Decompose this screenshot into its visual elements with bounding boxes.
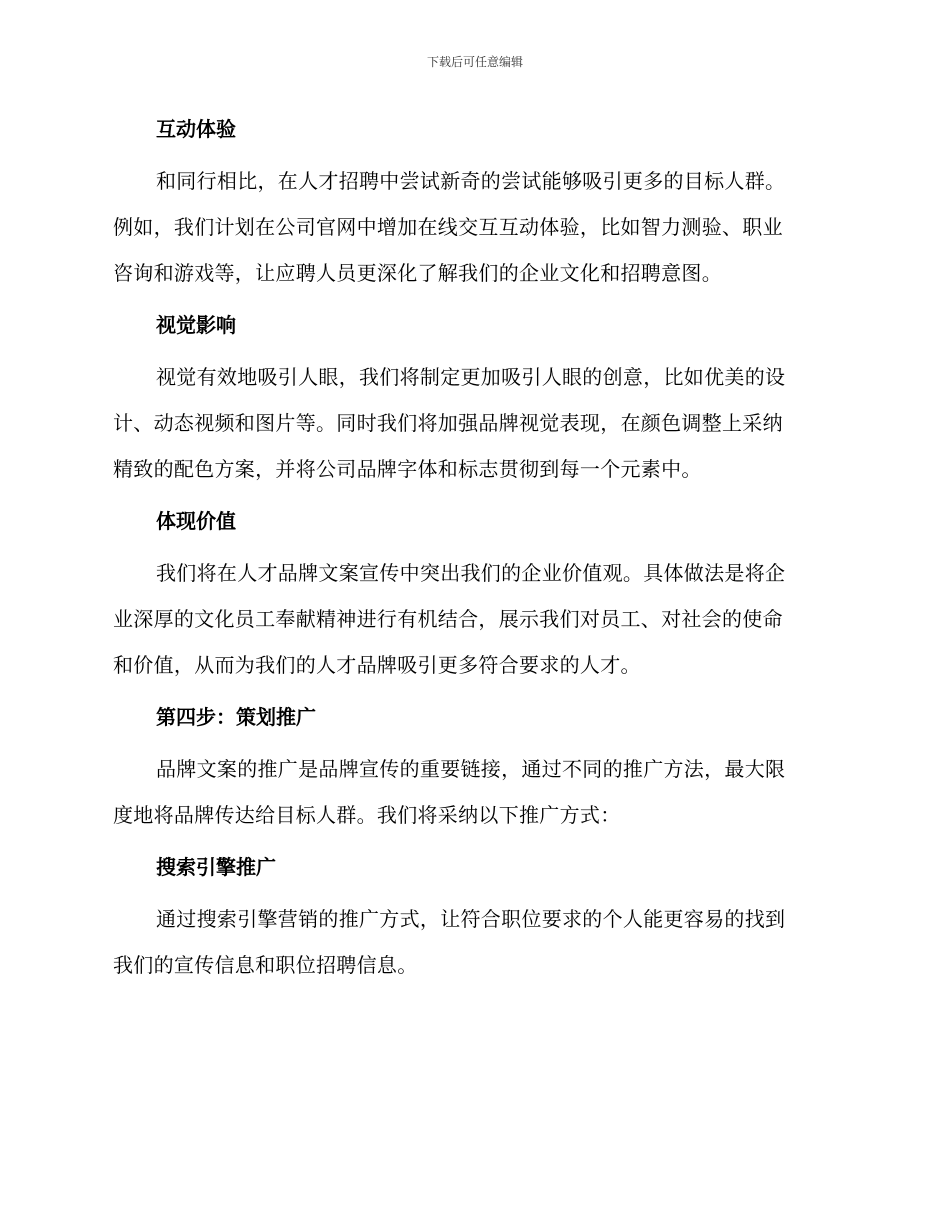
paragraph-line: 和价值，从而为我们的人才品牌吸引更多符合要求的人才。	[113, 653, 641, 677]
section-paragraph	[113, 354, 833, 492]
section-heading: 搜索引擎推广	[156, 855, 276, 879]
section-paragraph	[113, 746, 833, 838]
paragraph-line: 计、动态视频和图片等。同时我们将加强品牌视觉表现，在颜色调整上采纳	[113, 411, 783, 435]
section-heading: 第四步：策划推广	[156, 705, 316, 729]
paragraph-line: 精致的配色方案，并将公司品牌字体和标志贯彻到每一个元素中。	[113, 457, 702, 481]
section-heading: 视觉影响	[156, 313, 236, 337]
paragraph-line: 品牌文案的推广是品牌宣传的重要链接，通过不同的推广方法，最大限	[156, 757, 786, 781]
page-header: 下载后可任意编辑	[426, 55, 523, 69]
paragraph-line: 我们的宣传信息和职位招聘信息。	[113, 953, 418, 977]
paragraph-line: 咨询和游戏等，让应聘人员更深化了解我们的企业文化和招聘意图。	[113, 261, 722, 285]
section-paragraph	[113, 896, 833, 988]
section-paragraph	[113, 550, 833, 688]
paragraph-line: 和同行相比，在人才招聘中尝试新奇的尝试能够吸引更多的目标人群。	[156, 169, 786, 193]
document-body	[113, 112, 833, 1000]
paragraph-line: 例如，我们计划在公司官网中增加在线交互互动体验，比如智力测验、职业	[113, 215, 783, 239]
paragraph-line: 通过搜索引擎营销的推广方式，让符合职位要求的个人能更容易的找到	[156, 907, 786, 931]
section-heading: 体现价值	[156, 509, 236, 533]
paragraph-line: 我们将在人才品牌文案宣传中突出我们的企业价值观。具体做法是将企	[156, 561, 786, 585]
paragraph-line: 度地将品牌传达给目标人群。我们将采纳以下推广方式：	[113, 803, 621, 827]
section-heading: 互动体验	[156, 117, 236, 141]
paragraph-line: 视觉有效地吸引人眼，我们将制定更加吸引人眼的创意，比如优美的设	[156, 365, 786, 389]
paragraph-line: 业深厚的文化员工奉献精神进行有机结合，展示我们对员工、对社会的使命	[113, 607, 783, 631]
section-paragraph	[113, 158, 833, 296]
